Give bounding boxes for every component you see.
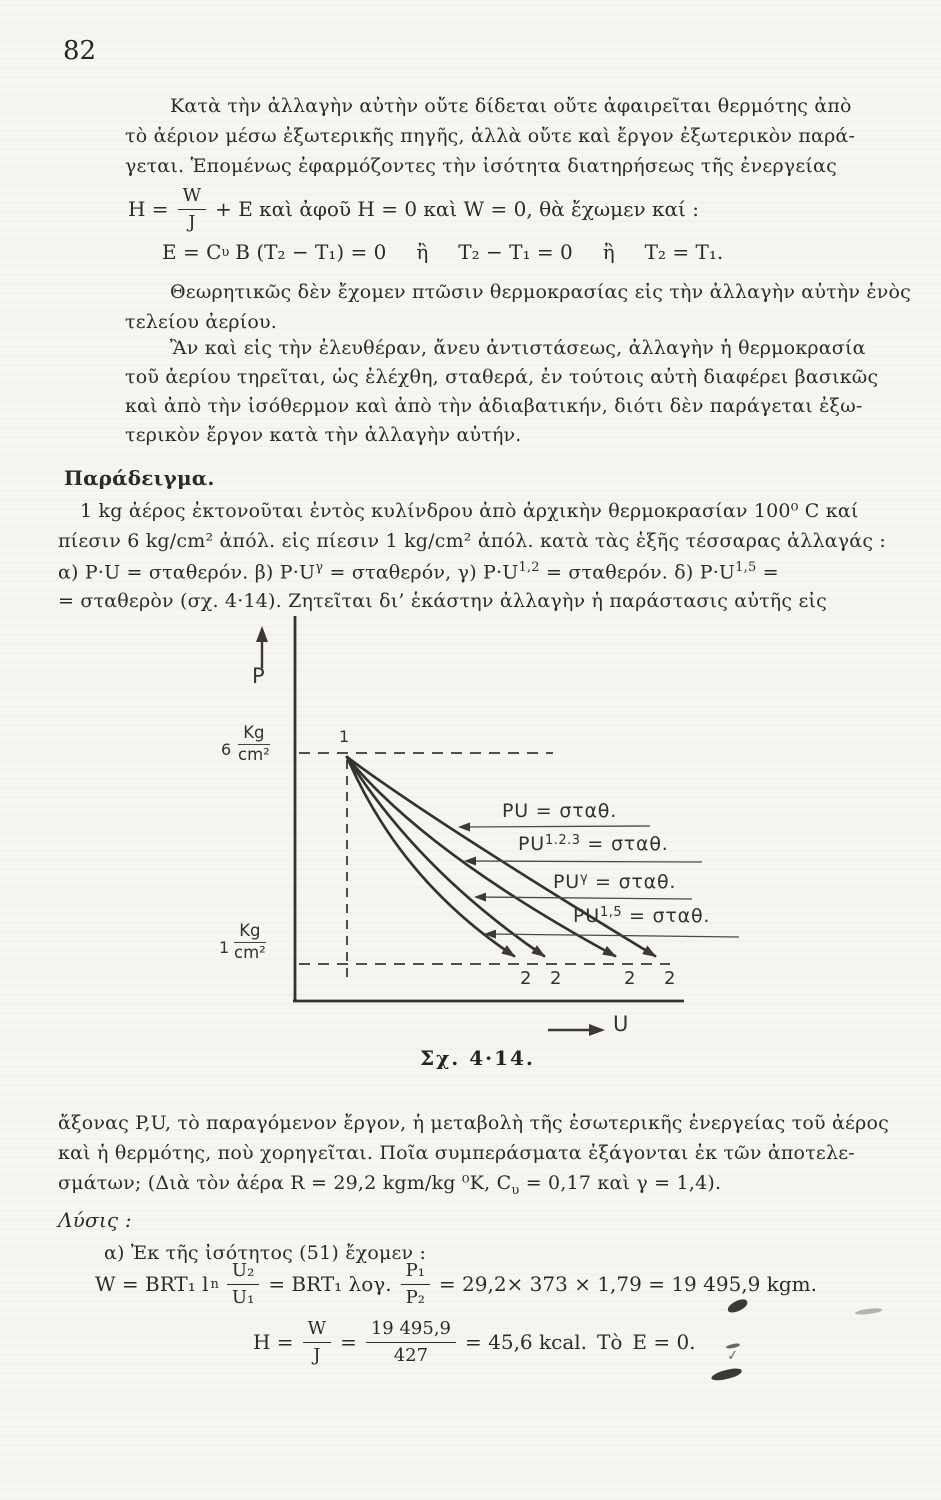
state-point-2: 2 (624, 968, 637, 989)
energy-equation (128, 185, 708, 233)
fraction-numerator: P₁ (401, 1260, 430, 1285)
heat-eq-result: = 45,6 kcal. Τὸ E = 0. (465, 1330, 696, 1355)
para3-part-b: = 0,17 καὶ γ = 1,4). (519, 1172, 722, 1194)
fraction-numerator: W (303, 1318, 332, 1343)
state-point-2: 2 (520, 968, 533, 989)
intro-line-2: τὸ ἀέριον μέσω ἐξωτερικῆς πηγῆς, ἀλλὰ οὔτε καὶ ἔργον ἐξωτερικὸν παρά- (125, 125, 856, 147)
changes-part-a: α) P·U = σταθερόν. β) P·U (58, 561, 316, 584)
para2-line-1: Θεωρητικῶς δὲν ἔχομεν πτῶσιν θερμοκρασίας εἰς τὴν ἀλλαγὴν αὐτὴν ἑνὸς (170, 281, 911, 303)
curve-label-eq: = σταθ. (580, 833, 669, 855)
leader-arrow-pu-1-5 (486, 934, 739, 937)
fraction-denominator: J (313, 1344, 321, 1366)
exponent-1-5: 1,5 (735, 560, 757, 575)
heat-eq-pre: H = (253, 1330, 294, 1355)
example-line-4: = σταθερὸν (σχ. 4·14). Ζητεῖται δι’ ἑκάστην ἀλλαγὴν ἡ παράστασις αὐτῆς εἰς (58, 590, 827, 612)
curve-label-eq: = σταθ. (588, 871, 677, 893)
temp-eq-subscript: υ (221, 244, 230, 260)
fraction-numerator: U₂ (227, 1260, 259, 1285)
fraction-w-over-j (303, 1318, 332, 1366)
fraction-w-over-j (178, 185, 207, 233)
para3-part-a: σμάτων; (Διὰ τὸν ἀέρα R = 29,2 kgm/kg ⁰K, C (58, 1172, 512, 1194)
curve-label-base: PU (502, 800, 529, 822)
para2-line-4: τοῦ ἀερίου τηρεῖται, ὡς ἐλέχθη, σταθερά, ἐν τούτοις αὐτὴ διαφέρει βασικῶς (125, 366, 879, 388)
temp-eq-rest: B (T₂ − T₁) = 0 ἢ T₂ − T₁ = 0 ἢ T₂ = T₁. (235, 240, 724, 264)
work-eq-mid: = BRT₁ λογ. (268, 1272, 392, 1297)
page-number: 82 (63, 36, 97, 66)
curve-label-eq: = σταθ. (528, 800, 618, 822)
curve-label-pu-gamma (553, 871, 676, 893)
heat-equation (253, 1318, 705, 1366)
state-point-2: 2 (664, 968, 677, 989)
figure-caption: Σχ. 4·14. (420, 1046, 535, 1070)
curve-label-exponent: 1.2.3 (544, 833, 581, 848)
curve-label-pu (502, 800, 617, 822)
fraction-denominator: U₁ (231, 1286, 255, 1308)
fraction-numerator: W (178, 185, 207, 210)
example-line-1: 1 kg ἀέρος ἐκτονοῦται ἐντὸς κυλίνδρου ἀπὸ ἀρχικὴν θερμοκρασίαν 100⁰ C καί (80, 500, 859, 522)
fraction-u2-u1 (227, 1260, 259, 1308)
heat-eq-mid: = (340, 1330, 357, 1355)
fraction-19495-427 (366, 1318, 456, 1366)
fraction-numerator: 19 495,9 (366, 1318, 456, 1343)
unit-numerator: Kg (238, 724, 270, 745)
cv-subscript: υ (511, 1182, 520, 1198)
leader-arrow-pu (460, 826, 650, 827)
unit-denominator: cm² (238, 744, 270, 764)
intro-line-1: Κατὰ τὴν ἀλλαγὴν αὐτὴν οὔτε δίδεται οὔτε ἀφαιρεῖται θερμότης ἀπὸ (170, 95, 852, 117)
temp-eq-pre: E = C (162, 240, 222, 264)
ink-smudge-faint (855, 1308, 882, 1316)
para3-line-2: καὶ ἡ θερμότης, ποὺ χορηγεῖται. Ποῖα συμπεράσματα ἐξάγονται ἐκ τῶν ἀποτελε- (58, 1142, 855, 1164)
curve-label-exponent: γ (579, 871, 589, 886)
state-point-2: 2 (550, 968, 563, 989)
y-unit-top (238, 724, 270, 765)
state-point-1: 1 (339, 727, 350, 746)
energy-eq-lhs: H = (128, 197, 169, 222)
energy-eq-rest: + E καὶ ἀφοῦ H = 0 καὶ W = 0, θὰ ἔχωμεν καί : (215, 197, 699, 222)
curve-label-base: PU (573, 905, 600, 927)
para3-line-1: ἄξονας P,U, τὸ παραγόμενον ἔργον, ἡ μεταβολὴ τῆς ἐσωτερικῆς ἐνεργείας τοῦ ἀέρος (58, 1112, 889, 1134)
curve-label-pu-1-5 (573, 905, 710, 927)
exponent-gamma: γ (315, 560, 324, 575)
p-axis-label: P (252, 664, 266, 688)
curve-label-base: PU (518, 833, 545, 855)
curve-label-base: PU (553, 871, 580, 893)
example-line-2: πίεσιν 6 kg/cm² ἀπόλ. εἰς πίεσιν 1 kg/cm² ἀπόλ. κατὰ τὰς ἑξῆς τέσσαρας ἀλλαγάς : (58, 530, 886, 552)
example-line-3 (58, 560, 779, 585)
changes-part-c: = σταθερόν. δ) P·U (539, 561, 736, 584)
fraction-denominator: J (188, 211, 196, 233)
work-equation (95, 1260, 826, 1308)
para2-line-3: Ἂν καὶ εἰς τὴν ἐλευθέραν, ἄνευ ἀντιστάσεως, ἀλλαγὴν ἡ θερμοκρασία (170, 337, 866, 359)
changes-part-b: = σταθερόν, γ) P·U (323, 561, 519, 584)
fraction-denominator: P₂ (405, 1286, 425, 1308)
ln-subscript: n (210, 1276, 219, 1292)
example-heading: Παράδειγμα. (64, 466, 215, 490)
pv-diagram-canvas (200, 612, 780, 1072)
work-eq-result: = 29,2× 373 × 1,79 = 19 495,9 kgm. (438, 1272, 817, 1297)
ink-check-mark: ✓ (725, 1347, 740, 1365)
solution-step-a: α) Ἐκ τῆς ἰσότητος (51) ἔχομεν : (104, 1242, 427, 1264)
ink-smudge (710, 1367, 742, 1382)
y-tick-1: 1 (219, 938, 230, 957)
unit-numerator: Kg (234, 922, 266, 943)
leader-arrow-pu-gamma (476, 897, 692, 899)
para2-line-2: τελείου ἀερίου. (125, 311, 278, 333)
changes-part-d: = (756, 561, 779, 584)
temperature-equation (162, 240, 732, 264)
fraction-denominator: 427 (393, 1344, 429, 1366)
u-axis-label: U (613, 1012, 630, 1036)
solution-label: Λύσις : (58, 1208, 132, 1232)
intro-line-3: γεται. Ἑπομένως ἐφαρμόζοντες τὴν ἰσότητα διατηρήσεως τῆς ἐνεργείας (125, 155, 837, 177)
para2-line-6: τερικὸν ἔργον κατὰ τὴν ἀλλαγὴν αὐτήν. (125, 424, 522, 446)
curve-label-eq: = σταθ. (622, 905, 711, 927)
fraction-p1-p2 (401, 1260, 430, 1308)
curve-label-exponent: 1,5 (599, 905, 623, 920)
curve-pu-gamma (347, 757, 544, 956)
y-tick-6: 6 (221, 740, 232, 759)
y-unit-bottom (234, 922, 266, 963)
curve-label-pu-1-23 (518, 833, 669, 855)
para3-line-3 (58, 1172, 721, 1199)
unit-denominator: cm² (234, 942, 266, 962)
work-eq-pre: W = BRT₁ l (95, 1272, 209, 1297)
exponent-1-2: 1,2 (518, 560, 540, 575)
para2-line-5: καὶ ἀπὸ τὴν ἰσόθερμον καὶ ἀπὸ τὴν ἀδιαβατικήν, διότι δὲν παράγεται ἐξω- (125, 395, 863, 417)
